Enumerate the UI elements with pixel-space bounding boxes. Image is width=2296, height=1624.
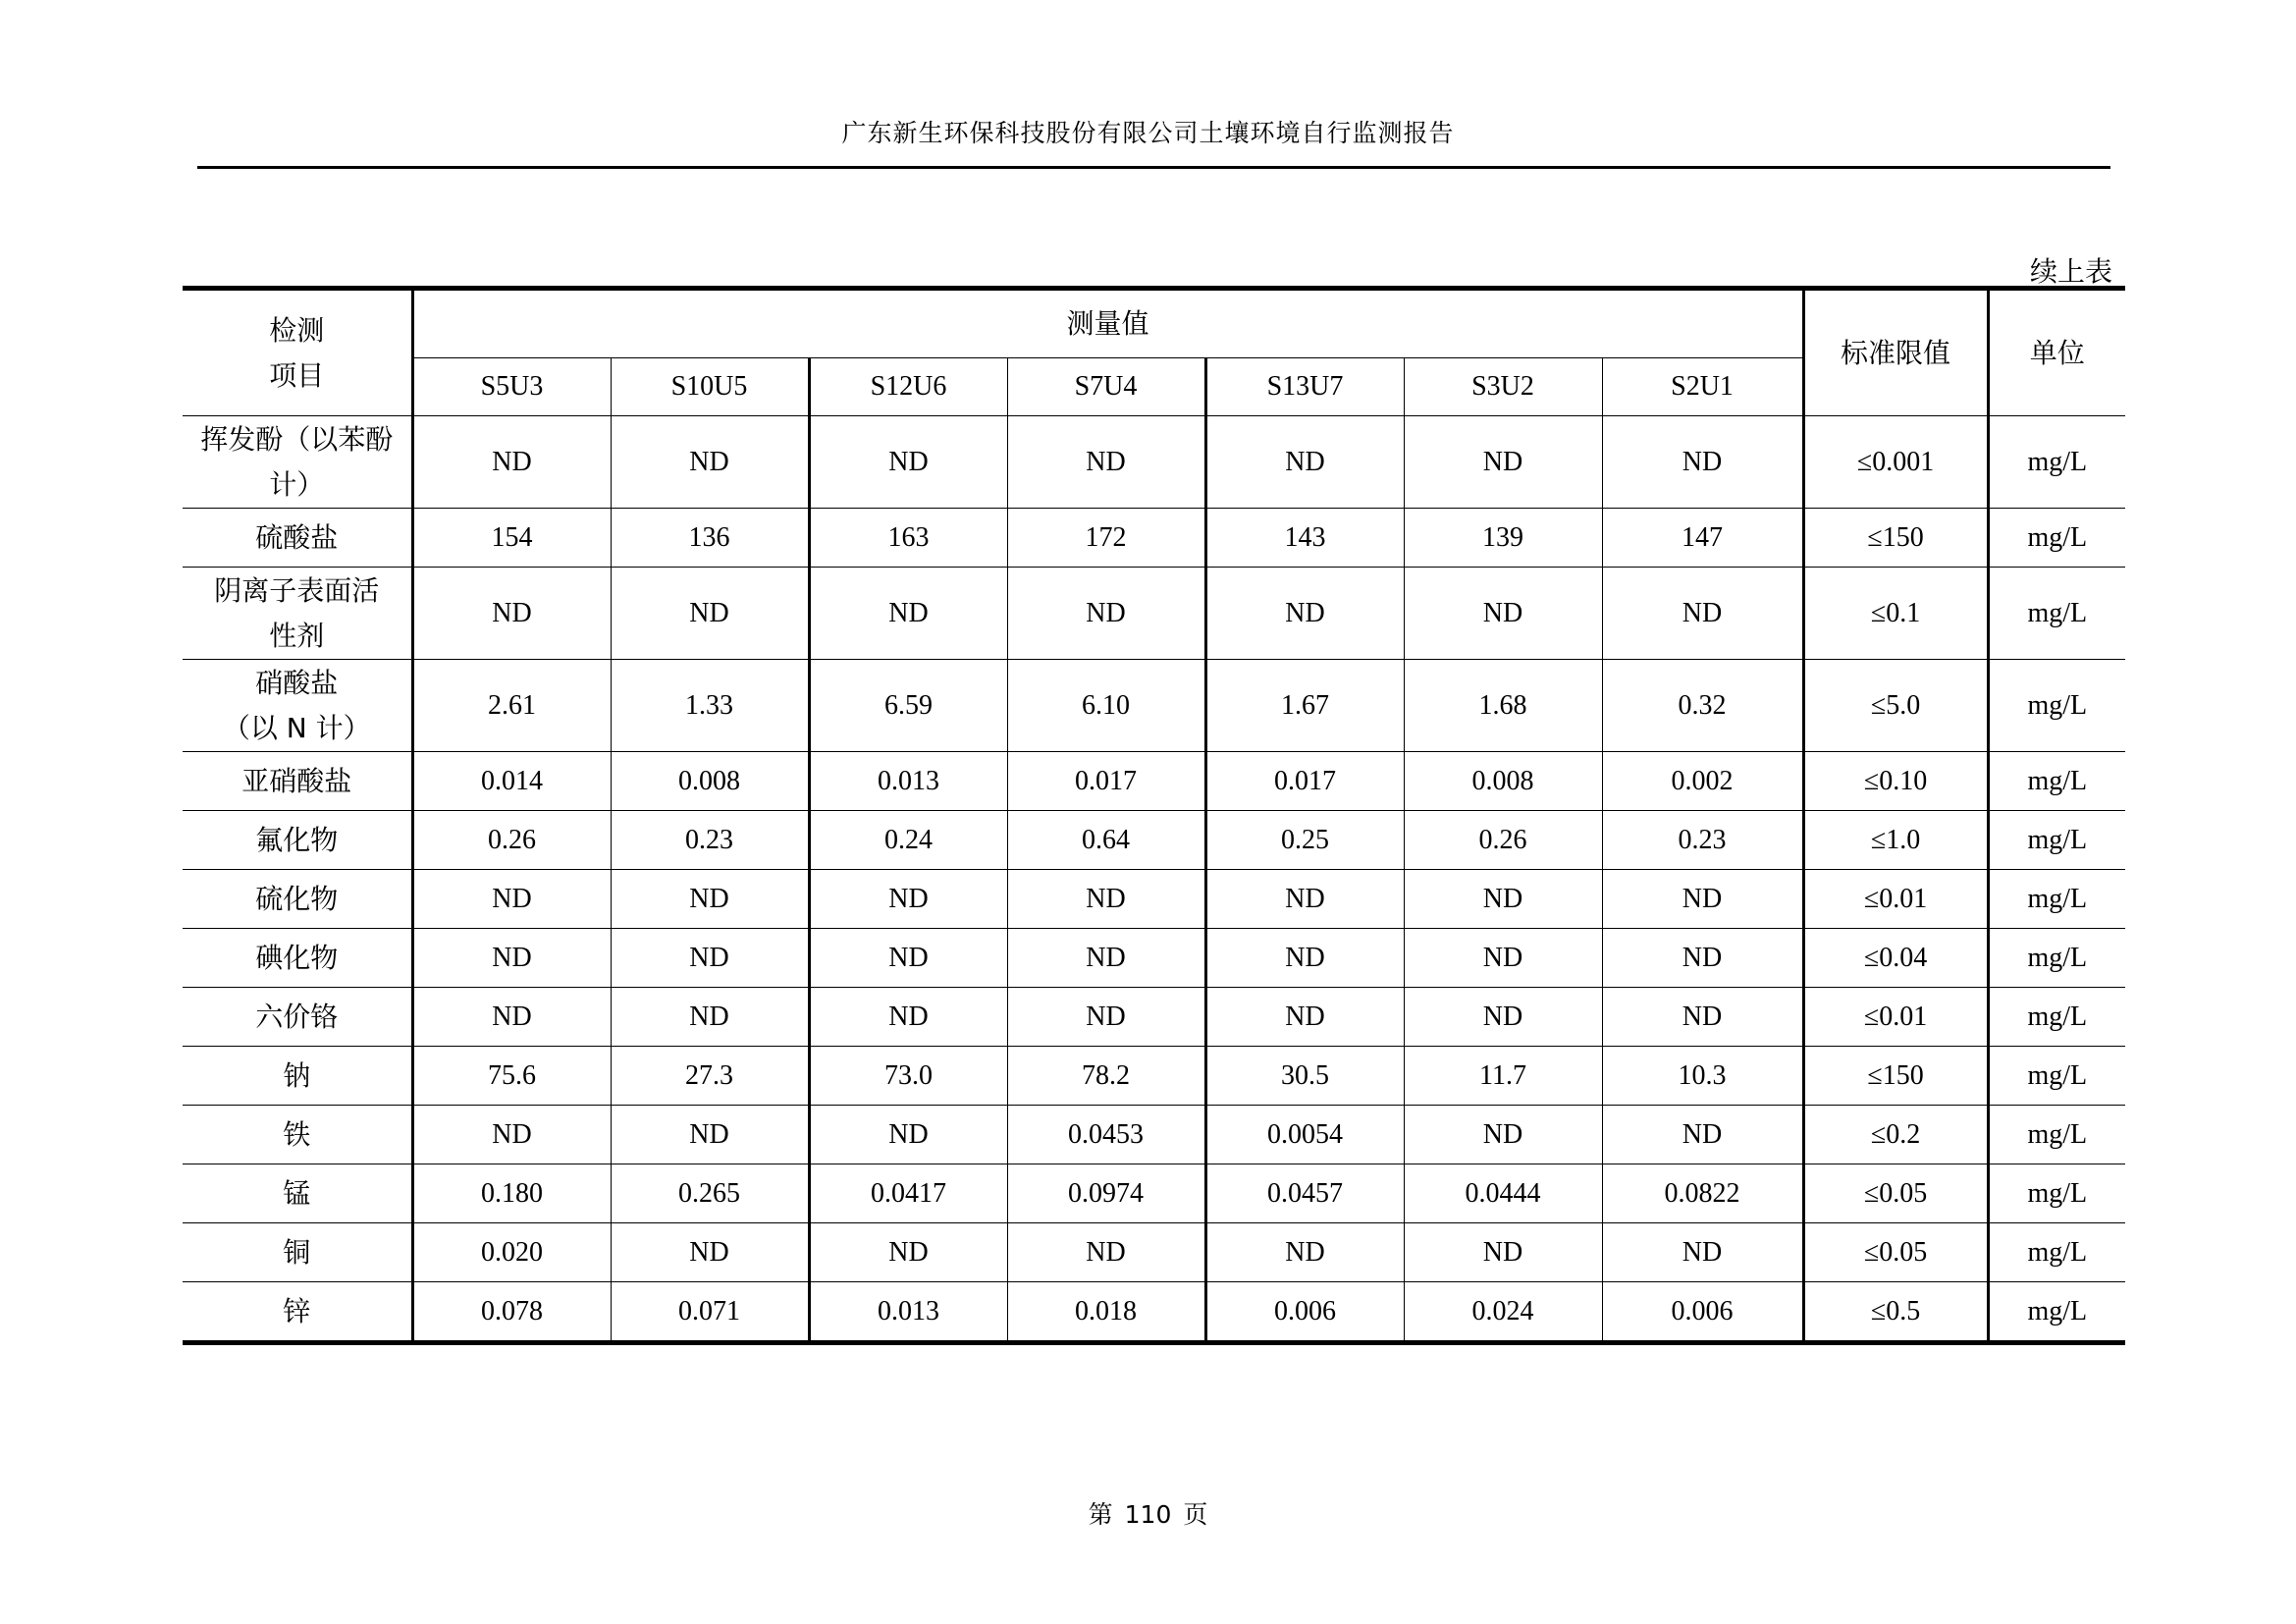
value-cell: 0.0444 [1404,1164,1602,1223]
value-cell: 0.23 [611,811,809,870]
value-cell: ND [1404,988,1602,1047]
unit-cell: mg/L [1988,568,2125,660]
value-cell: ND [809,988,1007,1047]
value-cell: ND [1404,1106,1602,1164]
value-cell: ND [1602,870,1803,929]
item-name-line: （以 N 计） [222,711,371,744]
item-name-line: 亚硝酸盐 [241,764,352,797]
value-cell: ND [412,416,611,509]
value-cell: ND [809,929,1007,988]
item-header-cell [183,289,412,416]
value-cell: ND [412,568,611,660]
value-cell: 73.0 [809,1047,1007,1106]
value-cell: ND [1007,1223,1205,1282]
limit-cell: ≤150 [1803,509,1988,568]
sample-header-cell: S10U5 [611,358,809,416]
value-cell: ND [1404,1223,1602,1282]
unit-cell: mg/L [1988,752,2125,811]
item-name-line: 阴离子表面活 [214,573,380,607]
table-row [183,1164,2125,1223]
item-name-line: 碘化物 [255,941,339,974]
limit-cell: ≤1.0 [1803,811,1988,870]
item-name-line: 铁 [283,1117,311,1151]
limit-cell: ≤0.05 [1803,1223,1988,1282]
item-cell [183,568,412,660]
value-cell: 27.3 [611,1047,809,1106]
value-cell: ND [1205,568,1404,660]
value-cell: ND [412,870,611,929]
value-cell: ND [1602,929,1803,988]
item-cell [183,509,412,568]
item-name-line: 挥发酚（以苯酚 [200,422,394,456]
value-cell: ND [1007,929,1205,988]
value-cell: ND [809,1223,1007,1282]
value-cell: ND [611,988,809,1047]
value-cell: 0.24 [809,811,1007,870]
table-row [183,752,2125,811]
table-row [183,870,2125,929]
value-cell: 143 [1205,509,1404,568]
value-cell: ND [809,870,1007,929]
value-cell: 0.006 [1205,1282,1404,1343]
value-cell: 0.013 [809,1282,1007,1343]
table-row [183,988,2125,1047]
measured-header-cell: 测量值 [412,289,1803,358]
item-cell [183,752,412,811]
item-name-line: 硫化物 [255,882,339,915]
limit-cell: ≤0.01 [1803,870,1988,929]
unit-cell: mg/L [1988,660,2125,752]
value-cell: 0.25 [1205,811,1404,870]
value-cell: 0.0453 [1007,1106,1205,1164]
header-row-top [183,289,2125,358]
sample-header-cell: S5U3 [412,358,611,416]
value-cell: 163 [809,509,1007,568]
value-cell: ND [412,988,611,1047]
page-footer [0,1495,2296,1531]
item-name-line: 性剂 [269,619,325,652]
value-cell: 0.013 [809,752,1007,811]
table-row [183,929,2125,988]
value-cell: ND [809,1106,1007,1164]
unit-cell: mg/L [1988,811,2125,870]
page-number: 110 [1124,1500,1172,1529]
limit-cell: ≤0.10 [1803,752,1988,811]
limit-cell: ≤0.001 [1803,416,1988,509]
sample-header-cell: S2U1 [1602,358,1803,416]
item-header-line-2: 项目 [269,358,325,392]
item-cell [183,1106,412,1164]
value-cell: 136 [611,509,809,568]
value-cell: 0.265 [611,1164,809,1223]
value-cell: 0.024 [1404,1282,1602,1343]
table-row [183,1282,2125,1343]
value-cell: 6.10 [1007,660,1205,752]
value-cell: ND [1007,416,1205,509]
value-cell: ND [412,929,611,988]
item-name-line: 硫酸盐 [255,520,339,554]
unit-cell: mg/L [1988,1223,2125,1282]
unit-cell: mg/L [1988,1282,2125,1343]
limit-header-cell: 标准限值 [1803,289,1988,416]
unit-cell: mg/L [1988,416,2125,509]
value-cell: ND [809,568,1007,660]
value-cell: 1.67 [1205,660,1404,752]
value-cell: ND [611,929,809,988]
unit-cell: mg/L [1988,1106,2125,1164]
limit-cell: ≤5.0 [1803,660,1988,752]
unit-header-cell: 单位 [1988,289,2125,416]
value-cell: 1.33 [611,660,809,752]
item-cell [183,811,412,870]
value-cell: 0.64 [1007,811,1205,870]
item-cell [183,660,412,752]
limit-cell: ≤150 [1803,1047,1988,1106]
item-cell [183,929,412,988]
unit-cell: mg/L [1988,870,2125,929]
value-cell: 0.0822 [1602,1164,1803,1223]
sample-header-cell: S3U2 [1404,358,1602,416]
limit-cell: ≤0.2 [1803,1106,1988,1164]
table-row [183,811,2125,870]
value-cell: 0.0054 [1205,1106,1404,1164]
sample-header-cell: S12U6 [809,358,1007,416]
value-cell: 172 [1007,509,1205,568]
item-cell [183,870,412,929]
table-row [183,416,2125,509]
item-name-line: 计） [269,467,325,501]
value-cell: 0.018 [1007,1282,1205,1343]
page-header-title: 广东新生环保科技股份有限公司土壤环境自行监测报告 [841,119,1455,147]
value-cell: 0.017 [1007,752,1205,811]
value-cell: ND [1007,988,1205,1047]
table-row [183,1223,2125,1282]
value-cell: 78.2 [1007,1047,1205,1106]
value-cell: ND [611,568,809,660]
value-cell: 11.7 [1404,1047,1602,1106]
value-cell: ND [412,1106,611,1164]
item-name-line: 锰 [283,1176,311,1210]
value-cell: 0.006 [1602,1282,1803,1343]
value-cell: 0.0974 [1007,1164,1205,1223]
value-cell: 0.0417 [809,1164,1007,1223]
value-cell: 0.008 [611,752,809,811]
continued-label: 续上表 [2029,255,2112,288]
unit-cell: mg/L [1988,988,2125,1047]
unit-cell: mg/L [1988,1164,2125,1223]
value-cell: 139 [1404,509,1602,568]
value-cell: ND [1602,1106,1803,1164]
value-cell: 30.5 [1205,1047,1404,1106]
value-cell: 154 [412,509,611,568]
value-cell: ND [809,416,1007,509]
item-cell [183,1223,412,1282]
table-row [183,1047,2125,1106]
item-cell [183,416,412,509]
table-row [183,1106,2125,1164]
limit-cell: ≤0.01 [1803,988,1988,1047]
unit-cell: mg/L [1988,1047,2125,1106]
value-cell: ND [1404,929,1602,988]
value-cell: 0.014 [412,752,611,811]
value-cell: ND [1404,870,1602,929]
item-name-line: 六价铬 [255,1000,339,1033]
limit-cell: ≤0.1 [1803,568,1988,660]
limit-cell: ≤0.04 [1803,929,1988,988]
item-name-line: 铜 [283,1235,311,1269]
item-cell [183,1164,412,1223]
value-cell: 0.008 [1404,752,1602,811]
item-name-line: 钠 [283,1058,311,1092]
item-cell [183,1047,412,1106]
value-cell: ND [611,1106,809,1164]
table-row [183,568,2125,660]
value-cell: ND [1205,1223,1404,1282]
sample-header-cell: S13U7 [1205,358,1404,416]
footer-prefix: 第 [1088,1500,1113,1529]
value-cell: 0.020 [412,1223,611,1282]
unit-cell: mg/L [1988,929,2125,988]
value-cell: 0.0457 [1205,1164,1404,1223]
value-cell: ND [1007,568,1205,660]
item-name-line: 锌 [283,1294,311,1327]
value-cell: 1.68 [1404,660,1602,752]
value-cell: 0.017 [1205,752,1404,811]
item-header-line-1: 检测 [269,313,325,347]
value-cell: 147 [1602,509,1803,568]
value-cell: ND [611,416,809,509]
table-row [183,509,2125,568]
value-cell: 0.180 [412,1164,611,1223]
value-cell: 0.002 [1602,752,1803,811]
results-table-container [183,286,2125,1345]
item-cell [183,988,412,1047]
value-cell: 10.3 [1602,1047,1803,1106]
value-cell: 0.26 [412,811,611,870]
value-cell: 75.6 [412,1047,611,1106]
value-cell: 0.071 [611,1282,809,1343]
value-cell: ND [1602,988,1803,1047]
header-rule [197,166,2110,169]
value-cell: ND [611,870,809,929]
value-cell: ND [1602,568,1803,660]
value-cell: 0.32 [1602,660,1803,752]
table-row [183,660,2125,752]
value-cell: 0.078 [412,1282,611,1343]
limit-cell: ≤0.05 [1803,1164,1988,1223]
value-cell: ND [1007,870,1205,929]
sample-header-cell: S7U4 [1007,358,1205,416]
item-cell [183,1282,412,1343]
value-cell: ND [611,1223,809,1282]
value-cell: ND [1404,568,1602,660]
value-cell: ND [1404,416,1602,509]
value-cell: 2.61 [412,660,611,752]
results-table [183,286,2125,1345]
value-cell: ND [1205,870,1404,929]
value-cell: ND [1602,1223,1803,1282]
value-cell: 6.59 [809,660,1007,752]
item-name-line: 氟化物 [255,823,339,856]
value-cell: ND [1205,416,1404,509]
limit-cell: ≤0.5 [1803,1282,1988,1343]
item-name-line: 硝酸盐 [255,666,339,699]
value-cell: ND [1205,988,1404,1047]
value-cell: 0.26 [1404,811,1602,870]
value-cell: ND [1602,416,1803,509]
value-cell: ND [1205,929,1404,988]
footer-suffix: 页 [1183,1500,1208,1529]
unit-cell: mg/L [1988,509,2125,568]
value-cell: 0.23 [1602,811,1803,870]
